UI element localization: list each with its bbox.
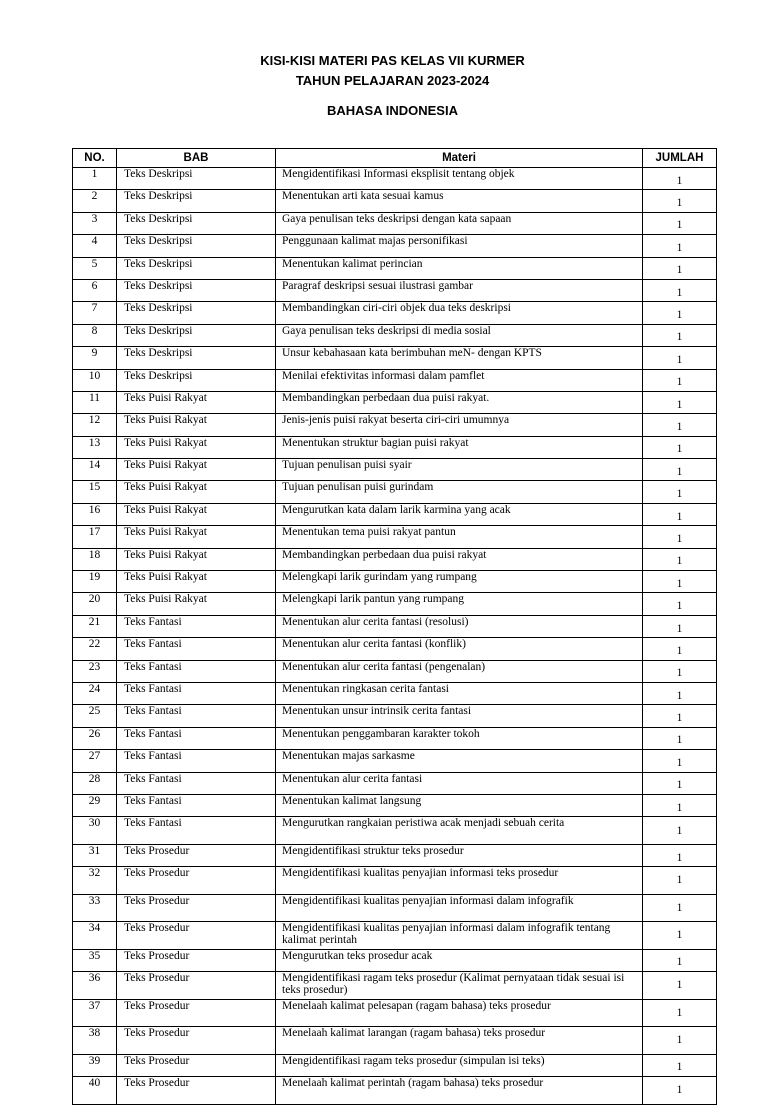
row-number-cell: 37 [73, 999, 117, 1027]
jumlah-cell: 1 [643, 949, 717, 971]
jumlah-cell: 1 [643, 660, 717, 682]
subject-title: BAHASA INDONESIA [327, 103, 458, 118]
bab-cell: Teks Prosedur [117, 949, 276, 971]
bab-cell: Teks Prosedur [117, 1077, 276, 1105]
table-row [73, 391, 717, 413]
bab-cell: Teks Fantasi [117, 615, 276, 637]
row-number-cell: 22 [73, 638, 117, 660]
bab-cell: Teks Fantasi [117, 660, 276, 682]
row-number-cell: 35 [73, 949, 117, 971]
row-number-cell: 36 [73, 972, 117, 1000]
row-number-cell: 39 [73, 1054, 117, 1076]
jumlah-cell: 1 [643, 391, 717, 413]
jumlah-cell: 1 [643, 894, 717, 922]
jumlah-cell: 1 [643, 922, 717, 950]
materi-cell: Menentukan struktur bagian puisi rakyat [276, 436, 643, 458]
jumlah-cell: 1 [643, 593, 717, 615]
table-row [73, 436, 717, 458]
table-row [73, 615, 717, 637]
jumlah-cell: 1 [643, 638, 717, 660]
table-row [73, 705, 717, 727]
jumlah-cell: 1 [643, 999, 717, 1027]
column-header-bab: BAB [117, 149, 276, 168]
row-number-cell: 7 [73, 302, 117, 324]
row-number-cell: 20 [73, 593, 117, 615]
table-row [73, 593, 717, 615]
materi-cell: Menentukan kalimat perincian [276, 257, 643, 279]
jumlah-cell: 1 [643, 972, 717, 1000]
bab-cell: Teks Deskripsi [117, 347, 276, 369]
table-row [73, 867, 717, 895]
table-row [73, 347, 717, 369]
jumlah-cell: 1 [643, 302, 717, 324]
row-number-cell: 21 [73, 615, 117, 637]
bab-cell: Teks Puisi Rakyat [117, 481, 276, 503]
bab-cell: Teks Fantasi [117, 794, 276, 816]
jumlah-cell: 1 [643, 190, 717, 212]
materi-cell: Paragraf deskripsi sesuai ilustrasi gambar [276, 279, 643, 301]
table-row [73, 922, 717, 950]
column-header-jumlah: JUMLAH [643, 149, 717, 168]
row-number-cell: 19 [73, 571, 117, 593]
jumlah-cell: 1 [643, 526, 717, 548]
row-number-cell: 30 [73, 817, 117, 845]
row-number-cell: 5 [73, 257, 117, 279]
bab-cell: Teks Fantasi [117, 638, 276, 660]
materi-cell: Mengurutkan teks prosedur acak [276, 949, 643, 971]
bab-cell: Teks Deskripsi [117, 190, 276, 212]
table-header-row [73, 149, 717, 168]
bab-cell: Teks Puisi Rakyat [117, 414, 276, 436]
table-row [73, 772, 717, 794]
bab-cell: Teks Deskripsi [117, 279, 276, 301]
table-row [73, 949, 717, 971]
jumlah-cell: 1 [643, 571, 717, 593]
table-row [73, 844, 717, 866]
table-row [73, 414, 717, 436]
document-title: KISI-KISI MATERI PAS KELAS VII KURMER [260, 53, 525, 68]
bab-cell: Teks Fantasi [117, 682, 276, 704]
row-number-cell: 9 [73, 347, 117, 369]
table-row [73, 324, 717, 346]
materi-cell: Mengidentifikasi ragam teks prosedur (simpulan isi teks) [276, 1054, 643, 1076]
bab-cell: Teks Deskripsi [117, 369, 276, 391]
materi-cell: Gaya penulisan teks deskripsi dengan kata sapaan [276, 212, 643, 234]
materi-cell: Tujuan penulisan puisi syair [276, 459, 643, 481]
row-number-cell: 26 [73, 727, 117, 749]
table-row [73, 817, 717, 845]
row-number-cell: 25 [73, 705, 117, 727]
jumlah-cell: 1 [643, 324, 717, 346]
jumlah-cell: 1 [643, 481, 717, 503]
materi-cell: Mengurutkan rangkaian peristiwa acak menjadi sebuah cerita [276, 817, 643, 845]
bab-cell: Teks Fantasi [117, 817, 276, 845]
materi-cell: Mengidentifikasi kualitas penyajian informasi dalam infografik tentang kalimat perintah [276, 922, 643, 950]
table-row [73, 682, 717, 704]
materi-cell: Menentukan alur cerita fantasi (konflik) [276, 638, 643, 660]
row-number-cell: 15 [73, 481, 117, 503]
table-row [73, 638, 717, 660]
row-number-cell: 34 [73, 922, 117, 950]
bab-cell: Teks Puisi Rakyat [117, 571, 276, 593]
jumlah-cell: 1 [643, 727, 717, 749]
bab-cell: Teks Deskripsi [117, 168, 276, 190]
table-row [73, 999, 717, 1027]
materi-cell: Menentukan alur cerita fantasi (pengenalan) [276, 660, 643, 682]
materi-cell: Menilai efektivitas informasi dalam pamflet [276, 369, 643, 391]
table-row [73, 1077, 717, 1105]
row-number-cell: 31 [73, 844, 117, 866]
bab-cell: Teks Prosedur [117, 1054, 276, 1076]
jumlah-cell: 1 [643, 682, 717, 704]
materi-cell: Menentukan penggambaran karakter tokoh [276, 727, 643, 749]
row-number-cell: 2 [73, 190, 117, 212]
row-number-cell: 13 [73, 436, 117, 458]
bab-cell: Teks Deskripsi [117, 257, 276, 279]
material-grid-table [72, 148, 717, 1105]
table-row [73, 1027, 717, 1055]
jumlah-cell: 1 [643, 750, 717, 772]
bab-cell: Teks Puisi Rakyat [117, 436, 276, 458]
table-row [73, 235, 717, 257]
jumlah-cell: 1 [643, 817, 717, 845]
jumlah-cell: 1 [643, 1054, 717, 1076]
materi-cell: Menentukan majas sarkasme [276, 750, 643, 772]
academic-year: TAHUN PELAJARAN 2023-2024 [295, 73, 490, 88]
bab-cell: Teks Deskripsi [117, 212, 276, 234]
materi-cell: Mengurutkan kata dalam larik karmina yang acak [276, 503, 643, 525]
jumlah-cell: 1 [643, 414, 717, 436]
materi-cell: Membandingkan perbedaan dua puisi rakyat [276, 548, 643, 570]
jumlah-cell: 1 [643, 168, 717, 190]
materi-cell: Tujuan penulisan puisi gurindam [276, 481, 643, 503]
jumlah-cell: 1 [643, 347, 717, 369]
jumlah-cell: 1 [643, 279, 717, 301]
jumlah-cell: 1 [643, 212, 717, 234]
bab-cell: Teks Fantasi [117, 727, 276, 749]
jumlah-cell: 1 [643, 257, 717, 279]
row-number-cell: 24 [73, 682, 117, 704]
materi-cell: Menelaah kalimat perintah (ragam bahasa) teks prosedur [276, 1077, 643, 1105]
materi-cell: Membandingkan ciri-ciri objek dua teks deskripsi [276, 302, 643, 324]
table-row [73, 369, 717, 391]
row-number-cell: 28 [73, 772, 117, 794]
materi-cell: Menentukan arti kata sesuai kamus [276, 190, 643, 212]
bab-cell: Teks Puisi Rakyat [117, 391, 276, 413]
table-row [73, 548, 717, 570]
row-number-cell: 23 [73, 660, 117, 682]
table-row [73, 257, 717, 279]
jumlah-cell: 1 [643, 369, 717, 391]
table-row [73, 190, 717, 212]
bab-cell: Teks Prosedur [117, 1027, 276, 1055]
table-row [73, 727, 717, 749]
table-body [73, 168, 717, 1105]
table-row [73, 794, 717, 816]
row-number-cell: 40 [73, 1077, 117, 1105]
materi-cell: Menentukan alur cerita fantasi [276, 772, 643, 794]
materi-cell: Jenis-jenis puisi rakyat beserta ciri-ciri umumnya [276, 414, 643, 436]
bab-cell: Teks Fantasi [117, 772, 276, 794]
row-number-cell: 8 [73, 324, 117, 346]
table-row [73, 503, 717, 525]
jumlah-cell: 1 [643, 1077, 717, 1105]
row-number-cell: 33 [73, 894, 117, 922]
table-row [73, 459, 717, 481]
row-number-cell: 17 [73, 526, 117, 548]
materi-cell: Melengkapi larik gurindam yang rumpang [276, 571, 643, 593]
bab-cell: Teks Prosedur [117, 894, 276, 922]
table-row [73, 660, 717, 682]
table-row [73, 972, 717, 1000]
row-number-cell: 3 [73, 212, 117, 234]
materi-cell: Membandingkan perbedaan dua puisi rakyat. [276, 391, 643, 413]
jumlah-cell: 1 [643, 705, 717, 727]
bab-cell: Teks Fantasi [117, 750, 276, 772]
jumlah-cell: 1 [643, 867, 717, 895]
bab-cell: Teks Puisi Rakyat [117, 503, 276, 525]
bab-cell: Teks Puisi Rakyat [117, 459, 276, 481]
materi-cell: Menelaah kalimat pelesapan (ragam bahasa) teks prosedur [276, 999, 643, 1027]
table-row [73, 168, 717, 190]
bab-cell: Teks Deskripsi [117, 324, 276, 346]
row-number-cell: 1 [73, 168, 117, 190]
row-number-cell: 11 [73, 391, 117, 413]
bab-cell: Teks Prosedur [117, 999, 276, 1027]
bab-cell: Teks Puisi Rakyat [117, 593, 276, 615]
row-number-cell: 12 [73, 414, 117, 436]
table-row [73, 212, 717, 234]
bab-cell: Teks Prosedur [117, 867, 276, 895]
row-number-cell: 4 [73, 235, 117, 257]
table-row [73, 1054, 717, 1076]
jumlah-cell: 1 [643, 459, 717, 481]
jumlah-cell: 1 [643, 1027, 717, 1055]
jumlah-cell: 1 [643, 615, 717, 637]
column-header-materi: Materi [276, 149, 643, 168]
materi-cell: Mengidentifikasi Informasi eksplisit tentang objek [276, 168, 643, 190]
bab-cell: Teks Prosedur [117, 844, 276, 866]
bab-cell: Teks Deskripsi [117, 302, 276, 324]
bab-cell: Teks Deskripsi [117, 235, 276, 257]
jumlah-cell: 1 [643, 235, 717, 257]
column-header-no: NO. [73, 149, 117, 168]
materi-cell: Menentukan ringkasan cerita fantasi [276, 682, 643, 704]
row-number-cell: 32 [73, 867, 117, 895]
jumlah-cell: 1 [643, 503, 717, 525]
bab-cell: Teks Fantasi [117, 705, 276, 727]
row-number-cell: 27 [73, 750, 117, 772]
materi-cell: Melengkapi larik pantun yang rumpang [276, 593, 643, 615]
jumlah-cell: 1 [643, 548, 717, 570]
row-number-cell: 6 [73, 279, 117, 301]
materi-cell: Mengidentifikasi kualitas penyajian informasi teks prosedur [276, 867, 643, 895]
table-row [73, 302, 717, 324]
materi-cell: Mengidentifikasi kualitas penyajian informasi dalam infografik [276, 894, 643, 922]
row-number-cell: 38 [73, 1027, 117, 1055]
jumlah-cell: 1 [643, 436, 717, 458]
table-row [73, 571, 717, 593]
bab-cell: Teks Puisi Rakyat [117, 526, 276, 548]
row-number-cell: 29 [73, 794, 117, 816]
materi-cell: Menentukan tema puisi rakyat pantun [276, 526, 643, 548]
materi-cell: Menentukan kalimat langsung [276, 794, 643, 816]
bab-cell: Teks Puisi Rakyat [117, 548, 276, 570]
row-number-cell: 18 [73, 548, 117, 570]
jumlah-cell: 1 [643, 844, 717, 866]
materi-cell: Unsur kebahasaan kata berimbuhan meN- dengan KPTS [276, 347, 643, 369]
materi-cell: Mengidentifikasi struktur teks prosedur [276, 844, 643, 866]
row-number-cell: 10 [73, 369, 117, 391]
table-row [73, 750, 717, 772]
materi-cell: Menentukan alur cerita fantasi (resolusi) [276, 615, 643, 637]
materi-cell: Penggunaan kalimat majas personifikasi [276, 235, 643, 257]
materi-cell: Gaya penulisan teks deskripsi di media sosial [276, 324, 643, 346]
bab-cell: Teks Prosedur [117, 972, 276, 1000]
jumlah-cell: 1 [643, 772, 717, 794]
row-number-cell: 14 [73, 459, 117, 481]
table-row [73, 894, 717, 922]
table-row [73, 481, 717, 503]
jumlah-cell: 1 [643, 794, 717, 816]
table-row [73, 279, 717, 301]
row-number-cell: 16 [73, 503, 117, 525]
table-row [73, 526, 717, 548]
bab-cell: Teks Prosedur [117, 922, 276, 950]
materi-cell: Mengidentifikasi ragam teks prosedur (Kalimat pernyataan tidak sesuai isi teks prosedur) [276, 972, 643, 1000]
materi-cell: Menelaah kalimat larangan (ragam bahasa) teks prosedur [276, 1027, 643, 1055]
materi-cell: Menentukan unsur intrinsik cerita fantasi [276, 705, 643, 727]
